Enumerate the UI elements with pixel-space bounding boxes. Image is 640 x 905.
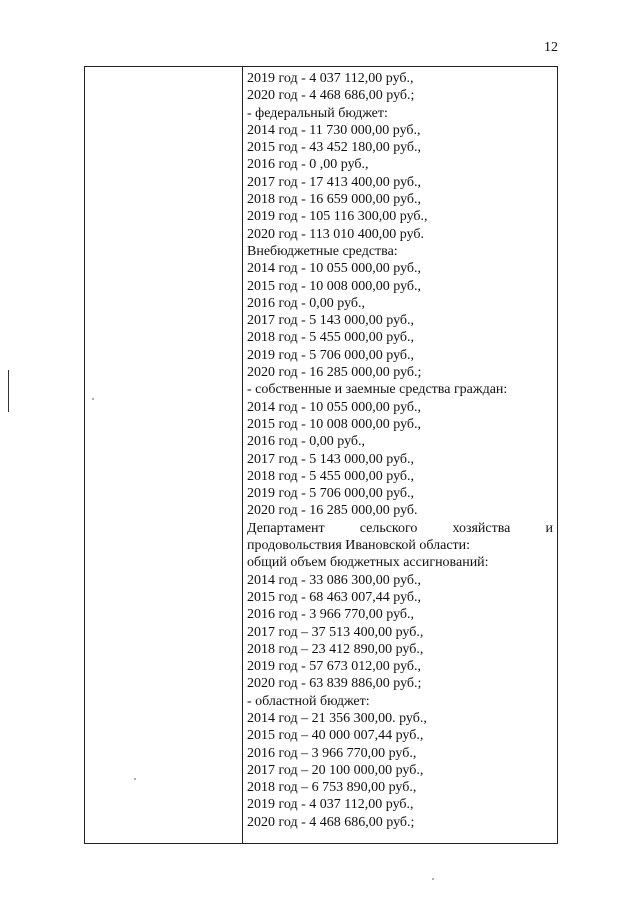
bottom-lines bbox=[247, 537, 553, 831]
text-line: 2020 год - 63 839 886,00 руб.; bbox=[247, 676, 422, 692]
justified-line bbox=[247, 520, 553, 537]
text-line: 2017 год – 20 100 000,00 руб., bbox=[247, 762, 424, 778]
text-line: 2016 год - 0 ,00 руб., bbox=[247, 157, 369, 173]
justified-word: сельского bbox=[359, 520, 418, 536]
text-line: 2014 год - 11 730 000,00 руб., bbox=[247, 122, 421, 138]
text-line: 2019 год - 105 116 300,00 руб., bbox=[247, 209, 428, 225]
text-line: 2016 год - 0,00 руб., bbox=[247, 295, 366, 311]
text-line: общий объем бюджетных ассигнований: bbox=[247, 555, 489, 571]
text-line: - федеральный бюджет: bbox=[247, 105, 388, 121]
text-line: 2015 год – 40 000 007,44 руб., bbox=[247, 728, 424, 744]
right-column bbox=[243, 67, 557, 831]
text-line: 2015 год - 43 452 180,00 руб., bbox=[247, 140, 422, 156]
text-line: 2019 год - 4 037 112,00 руб., bbox=[247, 797, 414, 813]
margin-mark bbox=[8, 370, 9, 412]
scan-speck bbox=[134, 778, 136, 780]
text-line: 2018 год - 5 455 000,00 руб., bbox=[247, 330, 415, 346]
page-number: 12 bbox=[544, 40, 558, 55]
text-line: 2018 год – 6 753 890,00 руб., bbox=[247, 780, 417, 796]
text-line: 2017 год - 17 413 400,00 руб., bbox=[247, 174, 422, 190]
text-line: 2018 год - 5 455 000,00 руб., bbox=[247, 468, 415, 484]
text-line: 2014 год - 10 055 000,00 руб., bbox=[247, 399, 422, 415]
text-line: 2020 год - 4 468 686,00 руб.; bbox=[247, 88, 415, 104]
text-line: 2016 год - 3 966 770,00 руб., bbox=[247, 607, 415, 623]
text-line: - областной бюджет: bbox=[247, 693, 370, 709]
text-line: 2014 год – 21 356 300,00. руб., bbox=[247, 710, 427, 726]
scan-speck bbox=[92, 398, 94, 400]
text-line: 2014 год - 10 055 000,00 руб., bbox=[247, 261, 422, 277]
text-line: 2017 год – 37 513 400,00 руб., bbox=[247, 624, 424, 640]
text-line: 2020 год - 113 010 400,00 руб. bbox=[247, 226, 425, 242]
text-line: 2015 год - 68 463 007,44 руб., bbox=[247, 589, 422, 605]
justified-word: и bbox=[545, 520, 553, 536]
text-line: 2020 год - 16 285 000,00 руб. bbox=[247, 503, 418, 519]
text-line: 2016 год - 0,00 руб., bbox=[247, 434, 366, 450]
text-line: 2018 год – 23 412 890,00 руб., bbox=[247, 641, 424, 657]
text-line: 2015 год - 10 008 000,00 руб., bbox=[247, 416, 422, 432]
text-line: Внебюджетные средства: bbox=[247, 243, 398, 259]
left-column bbox=[85, 67, 242, 843]
text-line: 2020 год - 16 285 000,00 руб.; bbox=[247, 365, 422, 381]
justified-word: хозяйства bbox=[452, 520, 511, 536]
top-lines bbox=[247, 70, 553, 520]
text-line: 2019 год - 5 706 000,00 руб., bbox=[247, 347, 415, 363]
text-line: 2015 год - 10 008 000,00 руб., bbox=[247, 278, 422, 294]
text-line: продовольствия Ивановской области: bbox=[247, 538, 471, 554]
scan-speck bbox=[432, 878, 434, 880]
document-table bbox=[84, 66, 558, 844]
text-line: 2020 год - 4 468 686,00 руб.; bbox=[247, 814, 415, 830]
text-line: 2019 год - 5 706 000,00 руб., bbox=[247, 486, 415, 502]
text-line: 2018 год - 16 659 000,00 руб., bbox=[247, 192, 422, 208]
text-line: 2017 год - 5 143 000,00 руб., bbox=[247, 313, 415, 329]
text-line: 2019 год - 4 037 112,00 руб., bbox=[247, 71, 414, 86]
text-line: 2014 год - 33 086 300,00 руб., bbox=[247, 572, 422, 588]
text-line: 2019 год - 57 673 012,00 руб., bbox=[247, 659, 422, 675]
justified-word: Департамент bbox=[247, 520, 325, 536]
text-line: 2016 год – 3 966 770,00 руб., bbox=[247, 745, 417, 761]
text-line: 2017 год - 5 143 000,00 руб., bbox=[247, 451, 415, 467]
text-line: - собственные и заемные средства граждан: bbox=[247, 382, 508, 398]
